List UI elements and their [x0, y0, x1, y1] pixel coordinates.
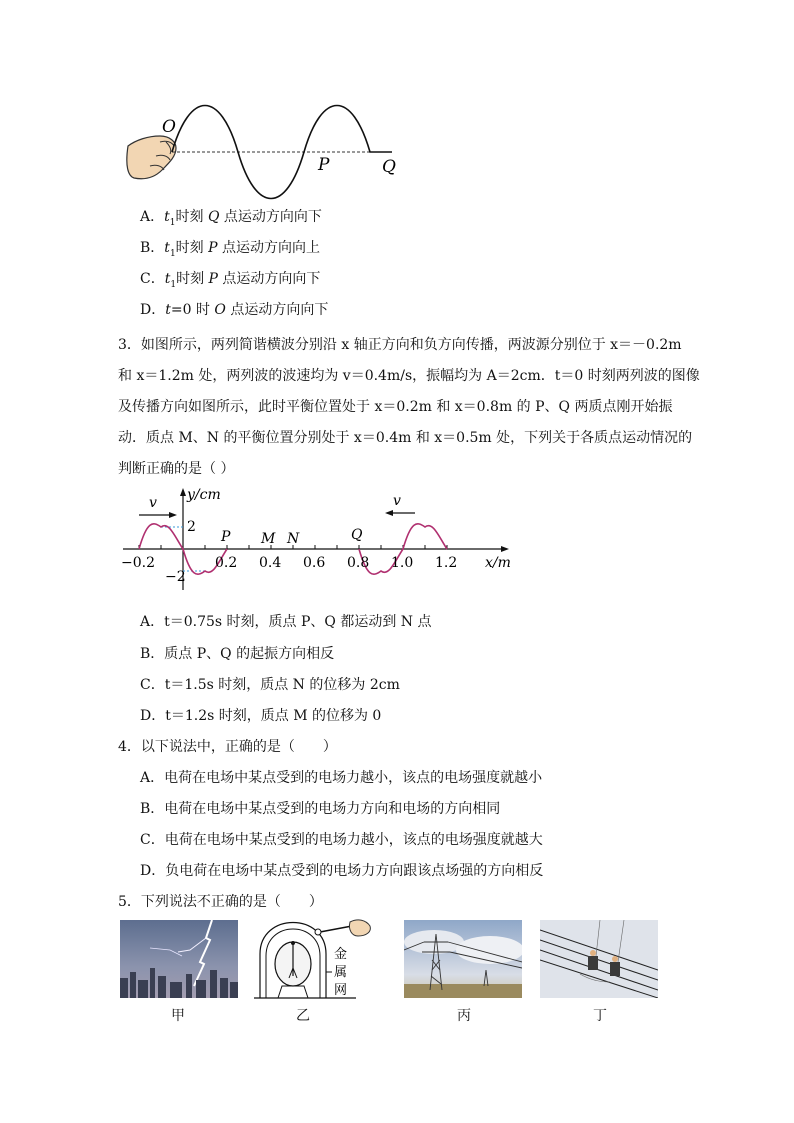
x-axis-label: x/m — [485, 555, 511, 571]
q2-option-d[interactable]: D．t=0 时 O 点运动方向向下 — [140, 302, 329, 318]
lightning-city-image — [120, 920, 238, 998]
q3-option-a[interactable]: A．t＝0.75s 时刻，质点 P、Q 都运动到 N 点 — [140, 614, 432, 630]
q4-option-a[interactable]: A．电荷在电场中某点受到的电场力越小，该点的电场强度就越小 — [140, 770, 543, 786]
point-n: N — [287, 531, 300, 547]
x-tick-0.2: 0.2 — [215, 555, 238, 571]
metal-net-cage-figure — [252, 918, 374, 1000]
hand-icon — [349, 920, 370, 936]
q4-option-c[interactable]: C．电荷在电场中某点受到的电场力越小，该点的电场强度就越大 — [140, 832, 543, 848]
live-line-workers-image — [540, 920, 658, 998]
net-label-3: 网 — [334, 983, 348, 998]
q4-option-d[interactable]: D．负电荷在电场中某点受到的电场力方向跟该点场强的方向相反 — [140, 863, 544, 879]
hand-icon — [127, 136, 176, 179]
q4-option-b[interactable]: B．电荷在电场中某点受到的电场力方向和电场的方向相同 — [140, 801, 501, 817]
x-tick-0.6: 0.6 — [303, 555, 326, 571]
caption-yi: 乙 — [296, 1008, 310, 1024]
q2-option-a[interactable]: A．$t_1$时刻 Q 点运动方向向下 — [140, 209, 322, 228]
x-tick-1.0: 1.0 — [391, 555, 414, 571]
q5-stem: 5．下列说法不正确的是（ ） — [118, 894, 323, 910]
velocity-right-label: v — [393, 493, 401, 509]
label-q: Q — [382, 157, 396, 177]
caption-bing: 丙 — [457, 1008, 471, 1024]
x-tick-0.4: 0.4 — [259, 555, 282, 571]
rope-wave-figure — [120, 100, 410, 200]
label-o: O — [162, 117, 176, 137]
point-m: M — [261, 531, 276, 547]
q2-option-b[interactable]: B．$t_1$时刻 P 点运动方向向上 — [140, 240, 320, 259]
x-tick-0.8: 0.8 — [347, 555, 370, 571]
velocity-left-label: v — [149, 495, 157, 511]
q3-option-d[interactable]: D．t＝1.2s 时刻，质点 M 的位移为 0 — [140, 708, 382, 724]
q3-option-b[interactable]: B．质点 P、Q 的起振方向相反 — [140, 646, 335, 662]
point-q: Q — [351, 527, 363, 543]
power-tower-image — [404, 920, 522, 998]
point-p: P — [221, 529, 231, 545]
y-tick-2: 2 — [187, 519, 196, 535]
y-axis-label: y/cm — [187, 487, 221, 503]
q3-option-c[interactable]: C．t＝1.5s 时刻，质点 N 的位移为 2cm — [140, 677, 400, 693]
net-label-2: 属 — [334, 965, 348, 980]
q3-stem: 3．如图所示，两列简谐横波分别沿 x 轴正方向和负方向传播，两波源分别位于 x＝－0.2m 和 x＝1.2m 处，两列波的波速均为 v＝0.4m/s，振幅均为 A＝2cm．t＝0 时刻两列波的图像 及传播方向如图所示，此时平衡位置处于 x＝0.2m 和 x＝0.8m 的 P、Q 两质点刚开始振 动．质点 M、N 的平衡位置分别处于 x＝0.4m 和 x＝0.5m 处，下列关于各质点运动情况的 判断正确的是（ ） — [118, 337, 700, 477]
two-waves-figure — [115, 485, 515, 595]
caption-ding: 丁 — [593, 1008, 607, 1024]
x-tick-1.2: 1.2 — [435, 555, 458, 571]
q2-option-c[interactable]: C．$t_1$时刻 P 点运动方向向下 — [140, 271, 321, 290]
caption-jia: 甲 — [171, 1008, 185, 1024]
q4-stem: 4．以下说法中，正确的是（ ） — [118, 739, 337, 755]
y-tick-neg2: −2 — [165, 569, 186, 585]
x-tick-neg0.2: −0.2 — [121, 555, 155, 571]
label-p: P — [318, 155, 330, 175]
net-label-1: 金 — [334, 947, 348, 962]
